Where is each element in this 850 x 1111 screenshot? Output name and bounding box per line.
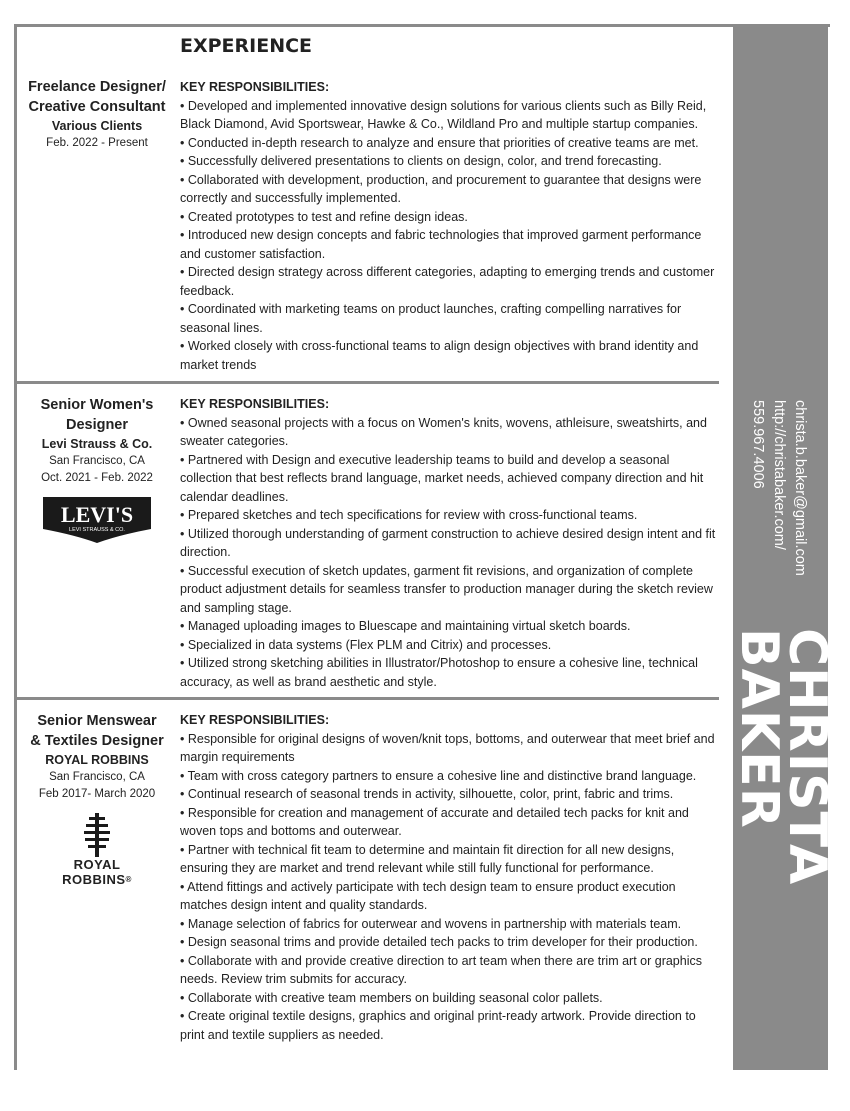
job-2-bullet-7: • Specialized in data systems (Flex PLM and Citrix) and processes.: [180, 637, 552, 652]
royal-robbins-logo-word: ROBBINS: [62, 872, 126, 887]
job-2-bullet-4: • Utilized thorough understanding of garment construction to achieve desired design intent and fit direction.: [180, 526, 716, 559]
job-1-responsibilities-label: KEY RESPONSIBILITIES:: [180, 80, 330, 94]
royal-robbins-tree-icon: [82, 813, 112, 857]
royal-robbins-logo-line2: [18, 872, 176, 887]
job-1-bullet-9: • Worked closely with cross-functional teams to align design objectives with brand identity and market trends: [180, 339, 699, 372]
job-3-bullet-9: • Collaborate with and provide creative direction to art team when there are trim art or graphics needs. Review trim submits for accuracy.: [180, 953, 702, 986]
job-3-responsibilities-label: KEY RESPONSIBILITIES:: [180, 713, 330, 727]
phone-text: 559.967.4006: [750, 400, 766, 489]
job-3-bullet-6: • Attend fittings and actively participate with tech design team to ensure product execution matches design intent and quality standards.: [180, 879, 676, 912]
name-first: CHRISTA: [777, 628, 837, 886]
email-text[interactable]: christa.b.baker@gmail.com: [792, 400, 808, 576]
job-3-company: ROYAL ROBBINS: [45, 753, 149, 767]
job-1-bullet-1: • Developed and implemented innovative design solutions for various clients such as Billy Reid, Black Diamond, Avid Sportswear, Hawke & Co., Wildland Pro and multiple startup companies.: [180, 98, 707, 131]
royal-robbins-logo-line1: ROYAL: [73, 857, 121, 872]
levis-logo-subtext: LEVI STRAUSS & CO.: [69, 527, 125, 533]
job-2-bullet-1: • Owned seasonal projects with a focus on Women's knits, wovens, athleisure, sweatshirts, and sweater categories.: [180, 415, 707, 448]
job-1-role-line2: Creative Consultant: [28, 99, 166, 115]
candidate-name: [729, 628, 837, 886]
job-1-summary: [18, 77, 176, 152]
job-2-role-line1: Senior Women's: [40, 397, 154, 413]
job-3-role-line2: & Textiles Designer: [30, 733, 164, 749]
job-3-bullet-2: • Team with cross category partners to ensure a cohesive line and distinctive brand language.: [180, 768, 697, 783]
job-3-details: [180, 711, 720, 1044]
job-3-bullet-10: • Collaborate with creative team members on building seasonal color pallets.: [180, 990, 603, 1005]
job-2-bullet-6: • Managed uploading images to Bluescape and maintaining virtual sketch boards.: [180, 619, 631, 633]
job-3-bullet-5: • Partner with technical fit team to determine and maintain fit direction for all new designs, ensuring they are market and trend relevant while still fully functional for performance.: [180, 842, 675, 875]
job-3-role-line1: Senior Menswear: [37, 713, 157, 729]
job-2-location: San Francisco, CA: [49, 455, 145, 467]
job-1-bullet-3: • Successfully delivered presentations to clients on design, color, and trend forecasting.: [180, 154, 662, 168]
job-1-bullet-8: • Coordinated with marketing teams on product launches, crafting compelling narratives for seasonal lines.: [180, 302, 682, 335]
section-heading: EXPERIENCE: [180, 35, 313, 57]
name-last: BAKER: [729, 628, 789, 829]
job-2-bullet-3: • Prepared sketches and tech specifications for review with cross-functional teams.: [180, 508, 638, 522]
job-2-bullet-8: • Utilized strong sketching abilities in Illustrator/Photoshop to ensure a cohesive line, technical accuracy, as well as brand aesthetic and style.: [180, 656, 698, 689]
job-1-bullet-2: • Conducted in-depth research to analyze and ensure that priorities of creative teams are met.: [180, 135, 699, 150]
job-2-responsibilities-label: KEY RESPONSIBILITIES:: [180, 397, 330, 411]
job-3-bullet-1: • Responsible for original designs of woven/knit tops, bottoms, and outerwear that meet brief and margin requirements: [180, 731, 715, 764]
registered-mark: ®: [125, 875, 132, 884]
left-frame-rule: [14, 24, 17, 1070]
levis-logo-wordmark: LEVI'S: [60, 502, 134, 527]
levis-logo: [41, 495, 153, 545]
job-3-bullet-11: • Create original textile designs, graphics and original print-ready artwork. Provide direction to print and textile suppliers as needed.: [180, 1009, 696, 1042]
website-link[interactable]: http://christabaker.com/: [771, 400, 787, 550]
job-2-details: [180, 395, 720, 691]
job-1-role-line1: Freelance Designer/: [28, 79, 166, 95]
job-1-details: [180, 78, 720, 374]
job-1-bullet-5: • Created prototypes to test and refine design ideas.: [180, 209, 468, 224]
job-3-bullet-8: • Design seasonal trims and provide detailed tech packs to trim developer for their production.: [180, 935, 698, 949]
job-1-dates: Feb. 2022 - Present: [46, 137, 148, 149]
job-2-bullet-2: • Partnered with Design and executive leadership teams to build and develop a seasonal collection that best reflects brand language, market needs, achieved company direction and hit calendar deadlines.: [180, 452, 704, 504]
job-1-bullet-6: • Introduced new design concepts and fabric technologies that improved garment performance and customer satisfaction.: [180, 228, 702, 261]
job-1-bullet-7: • Directed design strategy across different categories, adapting to emerging trends and customer feedback.: [180, 265, 715, 298]
job-3-bullet-4: • Responsible for creation and management of accurate and detailed tech packs for knit and woven tops and bottoms and outerwear.: [180, 805, 689, 838]
job-2-role-line2: Designer: [65, 417, 129, 433]
job-3-dates: Feb 2017- March 2020: [38, 788, 156, 800]
job-3-bullet-7: • Manage selection of fabrics for outerwear and wovens in partnership with materials team.: [180, 916, 682, 931]
job-divider-2: [14, 697, 719, 700]
job-divider-1: [14, 381, 719, 384]
job-3-bullet-3: • Continual research of seasonal trends in activity, silhouette, color, print, fabric and trims.: [180, 787, 674, 801]
contact-block: [747, 400, 810, 576]
job-2-dates: Oct. 2021 - Feb. 2022: [41, 472, 153, 484]
job-2-company: Levi Strauss & Co.: [41, 437, 153, 451]
job-1-company: Various Clients: [51, 119, 143, 133]
job-3-summary: [18, 711, 176, 887]
job-1-bullet-4: • Collaborated with development, production, and procurement to guarantee that designs were correctly and successfully implemented.: [180, 172, 702, 205]
job-2-bullet-5: • Successful execution of sketch updates, garment fit revisions, and organization of complete product adjustment details for seamless transfer to production manager during the sketch review and sampling stage.: [180, 563, 713, 615]
job-3-location: San Francisco, CA: [49, 771, 145, 783]
top-frame-rule: [14, 24, 830, 27]
job-2-summary: [18, 395, 176, 545]
